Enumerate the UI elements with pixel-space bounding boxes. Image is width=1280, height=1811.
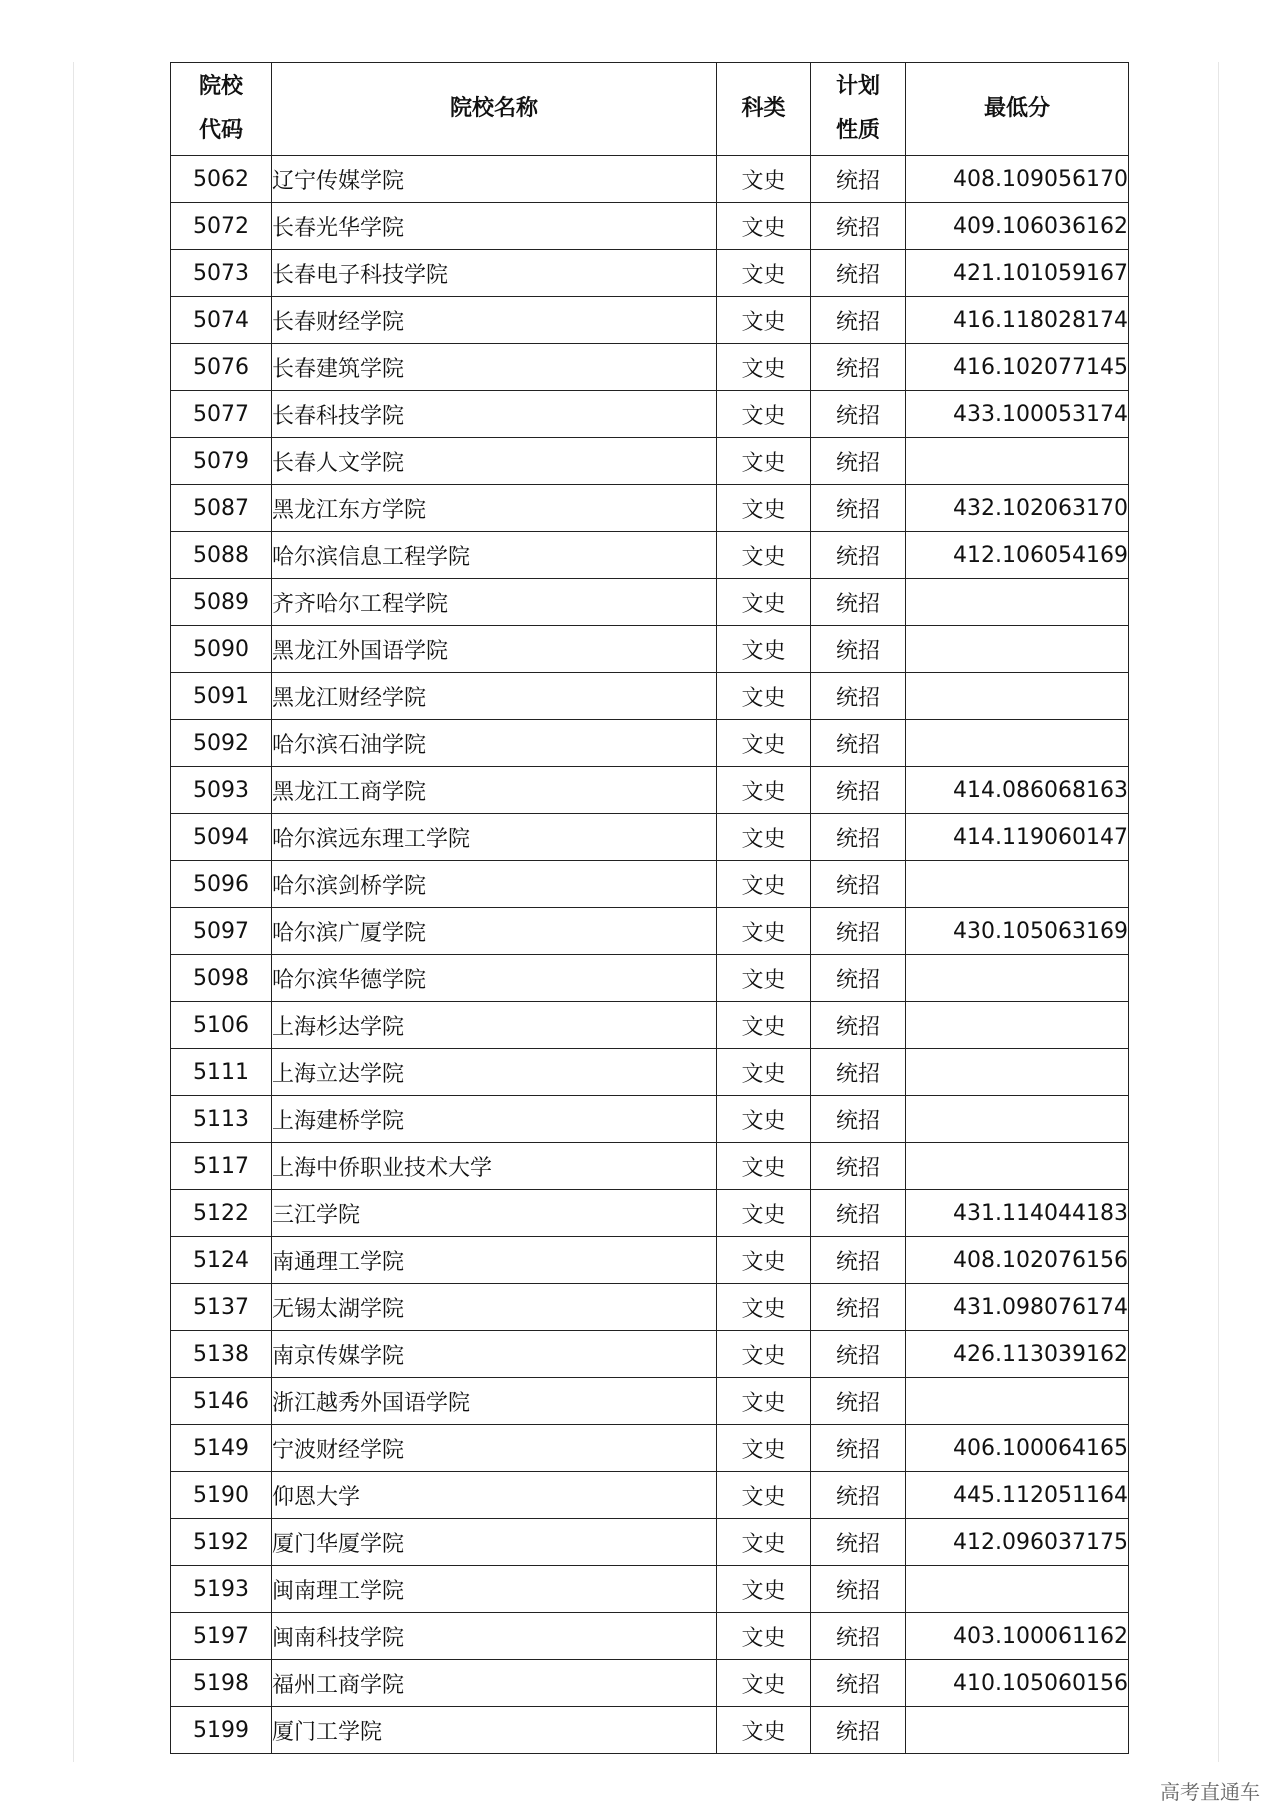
school-code-cell: 5122 [171, 1190, 272, 1237]
min-score-cell: 416.102077145 [906, 344, 1129, 391]
school-code-cell: 5088 [171, 532, 272, 579]
plan-type-cell: 统招 [811, 626, 906, 673]
table-row [171, 344, 1129, 391]
plan-type-cell: 统招 [811, 1331, 906, 1378]
school-code-cell: 5111 [171, 1049, 272, 1096]
school-name-cell: 长春人文学院 [272, 438, 717, 485]
min-score-cell: 445.112051164 [906, 1472, 1129, 1519]
school-name-cell: 哈尔滨远东理工学院 [272, 814, 717, 861]
table-row [171, 908, 1129, 955]
table-row [171, 250, 1129, 297]
min-score-cell: 414.119060147 [906, 814, 1129, 861]
min-score-cell [906, 1707, 1129, 1754]
table-row [171, 1049, 1129, 1096]
category-cell: 文史 [717, 344, 811, 391]
watermark-text: 高考直通车 [1160, 1780, 1260, 1804]
min-score-cell [906, 579, 1129, 626]
school-name-cell: 长春光华学院 [272, 203, 717, 250]
plan-type-cell: 统招 [811, 1190, 906, 1237]
table-row [171, 1660, 1129, 1707]
header-school-code [171, 63, 272, 156]
school-name-cell: 黑龙江工商学院 [272, 767, 717, 814]
table-row [171, 297, 1129, 344]
plan-type-cell: 统招 [811, 156, 906, 203]
min-score-cell: 406.100064165 [906, 1425, 1129, 1472]
table-row [171, 1566, 1129, 1613]
table-row [171, 156, 1129, 203]
category-cell: 文史 [717, 1472, 811, 1519]
table-row [171, 438, 1129, 485]
category-cell: 文史 [717, 1331, 811, 1378]
school-name-cell: 上海建桥学院 [272, 1096, 717, 1143]
school-name-cell: 三江学院 [272, 1190, 717, 1237]
school-name-cell: 哈尔滨信息工程学院 [272, 532, 717, 579]
table-body [171, 156, 1129, 1754]
min-score-cell: 409.106036162 [906, 203, 1129, 250]
category-cell: 文史 [717, 532, 811, 579]
category-cell: 文史 [717, 1143, 811, 1190]
category-cell: 文史 [717, 673, 811, 720]
category-cell: 文史 [717, 297, 811, 344]
school-code-cell: 5098 [171, 955, 272, 1002]
school-name-cell: 长春建筑学院 [272, 344, 717, 391]
min-score-cell: 433.100053174 [906, 391, 1129, 438]
table-row [171, 767, 1129, 814]
plan-type-cell: 统招 [811, 1237, 906, 1284]
plan-type-cell: 统招 [811, 438, 906, 485]
plan-type-cell: 统招 [811, 250, 906, 297]
table-row [171, 1284, 1129, 1331]
min-score-cell: 414.086068163 [906, 767, 1129, 814]
plan-type-cell: 统招 [811, 1049, 906, 1096]
admission-score-table [170, 62, 1129, 1754]
plan-type-cell: 统招 [811, 720, 906, 767]
table-row [171, 485, 1129, 532]
page-edge-right [1218, 62, 1219, 1762]
category-cell: 文史 [717, 767, 811, 814]
plan-type-cell: 统招 [811, 1472, 906, 1519]
table-row [171, 391, 1129, 438]
category-cell: 文史 [717, 908, 811, 955]
table-header-row [171, 63, 1129, 156]
school-code-cell: 5090 [171, 626, 272, 673]
min-score-cell: 403.100061162 [906, 1613, 1129, 1660]
school-name-cell: 上海立达学院 [272, 1049, 717, 1096]
school-name-cell: 福州工商学院 [272, 1660, 717, 1707]
table-row [171, 1237, 1129, 1284]
min-score-cell: 416.118028174 [906, 297, 1129, 344]
school-code-cell: 5096 [171, 861, 272, 908]
school-name-cell: 齐齐哈尔工程学院 [272, 579, 717, 626]
category-cell: 文史 [717, 1049, 811, 1096]
table-row [171, 1331, 1129, 1378]
plan-type-cell: 统招 [811, 1613, 906, 1660]
plan-type-cell: 统招 [811, 1519, 906, 1566]
table-row [171, 532, 1129, 579]
school-name-cell: 宁波财经学院 [272, 1425, 717, 1472]
plan-type-cell: 统招 [811, 767, 906, 814]
min-score-cell: 431.098076174 [906, 1284, 1129, 1331]
school-code-cell: 5089 [171, 579, 272, 626]
school-code-cell: 5146 [171, 1378, 272, 1425]
table-row [171, 1002, 1129, 1049]
category-cell: 文史 [717, 579, 811, 626]
min-score-cell: 408.102076156 [906, 1237, 1129, 1284]
school-name-cell: 闽南科技学院 [272, 1613, 717, 1660]
header-plan-line2: 性质 [835, 118, 880, 143]
category-cell: 文史 [717, 1378, 811, 1425]
table-row [171, 1143, 1129, 1190]
table-row [171, 814, 1129, 861]
school-code-cell: 5094 [171, 814, 272, 861]
table-row [171, 673, 1129, 720]
min-score-cell [906, 438, 1129, 485]
school-code-cell: 5138 [171, 1331, 272, 1378]
school-code-cell: 5091 [171, 673, 272, 720]
min-score-cell [906, 955, 1129, 1002]
school-code-cell: 5073 [171, 250, 272, 297]
school-code-cell: 5097 [171, 908, 272, 955]
school-code-cell: 5113 [171, 1096, 272, 1143]
table-row [171, 1096, 1129, 1143]
table-row [171, 1472, 1129, 1519]
table-row [171, 720, 1129, 767]
school-name-cell: 辽宁传媒学院 [272, 156, 717, 203]
table-row [171, 955, 1129, 1002]
category-cell: 文史 [717, 720, 811, 767]
header-school-name: 院校名称 [272, 63, 717, 156]
category-cell: 文史 [717, 1707, 811, 1754]
category-cell: 文史 [717, 1284, 811, 1331]
plan-type-cell: 统招 [811, 203, 906, 250]
school-code-cell: 5192 [171, 1519, 272, 1566]
school-name-cell: 厦门工学院 [272, 1707, 717, 1754]
school-name-cell: 浙江越秀外国语学院 [272, 1378, 717, 1425]
school-code-cell: 5062 [171, 156, 272, 203]
school-code-cell: 5077 [171, 391, 272, 438]
header-plan-type [811, 63, 906, 156]
min-score-cell [906, 1566, 1129, 1613]
category-cell: 文史 [717, 1190, 811, 1237]
school-code-cell: 5198 [171, 1660, 272, 1707]
min-score-cell [906, 861, 1129, 908]
school-name-cell: 哈尔滨剑桥学院 [272, 861, 717, 908]
school-code-cell: 5137 [171, 1284, 272, 1331]
header-min-score: 最低分 [906, 63, 1129, 156]
category-cell: 文史 [717, 861, 811, 908]
school-name-cell: 上海杉达学院 [272, 1002, 717, 1049]
category-cell: 文史 [717, 1660, 811, 1707]
table-row [171, 1519, 1129, 1566]
plan-type-cell: 统招 [811, 391, 906, 438]
header-category: 科类 [717, 63, 811, 156]
category-cell: 文史 [717, 250, 811, 297]
category-cell: 文史 [717, 1519, 811, 1566]
school-name-cell: 厦门华厦学院 [272, 1519, 717, 1566]
min-score-cell [906, 1049, 1129, 1096]
table-row [171, 203, 1129, 250]
plan-type-cell: 统招 [811, 1284, 906, 1331]
plan-type-cell: 统招 [811, 1096, 906, 1143]
plan-type-cell: 统招 [811, 297, 906, 344]
min-score-cell [906, 1002, 1129, 1049]
school-name-cell: 南京传媒学院 [272, 1331, 717, 1378]
school-code-cell: 5190 [171, 1472, 272, 1519]
header-code-line2: 代码 [198, 118, 243, 143]
min-score-cell [906, 1096, 1129, 1143]
school-code-cell: 5092 [171, 720, 272, 767]
category-cell: 文史 [717, 955, 811, 1002]
school-name-cell: 南通理工学院 [272, 1237, 717, 1284]
school-code-cell: 5199 [171, 1707, 272, 1754]
school-code-cell: 5124 [171, 1237, 272, 1284]
plan-type-cell: 统招 [811, 579, 906, 626]
plan-type-cell: 统招 [811, 1002, 906, 1049]
school-name-cell: 长春电子科技学院 [272, 250, 717, 297]
min-score-cell [906, 673, 1129, 720]
category-cell: 文史 [717, 156, 811, 203]
table-row [171, 1425, 1129, 1472]
school-name-cell: 无锡太湖学院 [272, 1284, 717, 1331]
plan-type-cell: 统招 [811, 1660, 906, 1707]
min-score-cell: 412.106054169 [906, 532, 1129, 579]
plan-type-cell: 统招 [811, 344, 906, 391]
table-row [171, 579, 1129, 626]
category-cell: 文史 [717, 1425, 811, 1472]
min-score-cell [906, 720, 1129, 767]
plan-type-cell: 统招 [811, 1425, 906, 1472]
min-score-cell: 431.114044183 [906, 1190, 1129, 1237]
table-row [171, 1707, 1129, 1754]
page-edge-left [73, 62, 74, 1762]
plan-type-cell: 统招 [811, 861, 906, 908]
min-score-cell [906, 1143, 1129, 1190]
min-score-cell [906, 626, 1129, 673]
category-cell: 文史 [717, 391, 811, 438]
school-name-cell: 上海中侨职业技术大学 [272, 1143, 717, 1190]
min-score-cell: 410.105060156 [906, 1660, 1129, 1707]
min-score-cell: 432.102063170 [906, 485, 1129, 532]
table-row [171, 1378, 1129, 1425]
plan-type-cell: 统招 [811, 1566, 906, 1613]
school-code-cell: 5193 [171, 1566, 272, 1613]
category-cell: 文史 [717, 1566, 811, 1613]
header-plan-line1: 计划 [835, 74, 880, 99]
min-score-cell: 412.096037175 [906, 1519, 1129, 1566]
school-name-cell: 哈尔滨石油学院 [272, 720, 717, 767]
category-cell: 文史 [717, 1096, 811, 1143]
plan-type-cell: 统招 [811, 673, 906, 720]
header-code-line1: 院校 [198, 74, 243, 99]
table-row [171, 1190, 1129, 1237]
school-code-cell: 5079 [171, 438, 272, 485]
plan-type-cell: 统招 [811, 1143, 906, 1190]
min-score-cell [906, 1378, 1129, 1425]
category-cell: 文史 [717, 814, 811, 861]
category-cell: 文史 [717, 438, 811, 485]
category-cell: 文史 [717, 626, 811, 673]
min-score-cell: 421.101059167 [906, 250, 1129, 297]
school-name-cell: 哈尔滨广厦学院 [272, 908, 717, 955]
school-code-cell: 5106 [171, 1002, 272, 1049]
school-name-cell: 黑龙江财经学院 [272, 673, 717, 720]
category-cell: 文史 [717, 485, 811, 532]
min-score-cell: 430.105063169 [906, 908, 1129, 955]
plan-type-cell: 统招 [811, 1707, 906, 1754]
plan-type-cell: 统招 [811, 485, 906, 532]
school-name-cell: 长春科技学院 [272, 391, 717, 438]
plan-type-cell: 统招 [811, 908, 906, 955]
category-cell: 文史 [717, 203, 811, 250]
table-row [171, 1613, 1129, 1660]
category-cell: 文史 [717, 1613, 811, 1660]
school-name-cell: 哈尔滨华德学院 [272, 955, 717, 1002]
school-code-cell: 5074 [171, 297, 272, 344]
school-code-cell: 5093 [171, 767, 272, 814]
school-name-cell: 闽南理工学院 [272, 1566, 717, 1613]
school-code-cell: 5197 [171, 1613, 272, 1660]
school-code-cell: 5072 [171, 203, 272, 250]
category-cell: 文史 [717, 1002, 811, 1049]
table-row [171, 626, 1129, 673]
school-code-cell: 5076 [171, 344, 272, 391]
school-name-cell: 黑龙江外国语学院 [272, 626, 717, 673]
school-name-cell: 仰恩大学 [272, 1472, 717, 1519]
min-score-cell: 408.109056170 [906, 156, 1129, 203]
plan-type-cell: 统招 [811, 814, 906, 861]
table-row [171, 861, 1129, 908]
category-cell: 文史 [717, 1237, 811, 1284]
school-code-cell: 5087 [171, 485, 272, 532]
school-code-cell: 5149 [171, 1425, 272, 1472]
plan-type-cell: 统招 [811, 955, 906, 1002]
min-score-cell: 426.113039162 [906, 1331, 1129, 1378]
school-name-cell: 黑龙江东方学院 [272, 485, 717, 532]
plan-type-cell: 统招 [811, 1378, 906, 1425]
school-name-cell: 长春财经学院 [272, 297, 717, 344]
plan-type-cell: 统招 [811, 532, 906, 579]
school-code-cell: 5117 [171, 1143, 272, 1190]
